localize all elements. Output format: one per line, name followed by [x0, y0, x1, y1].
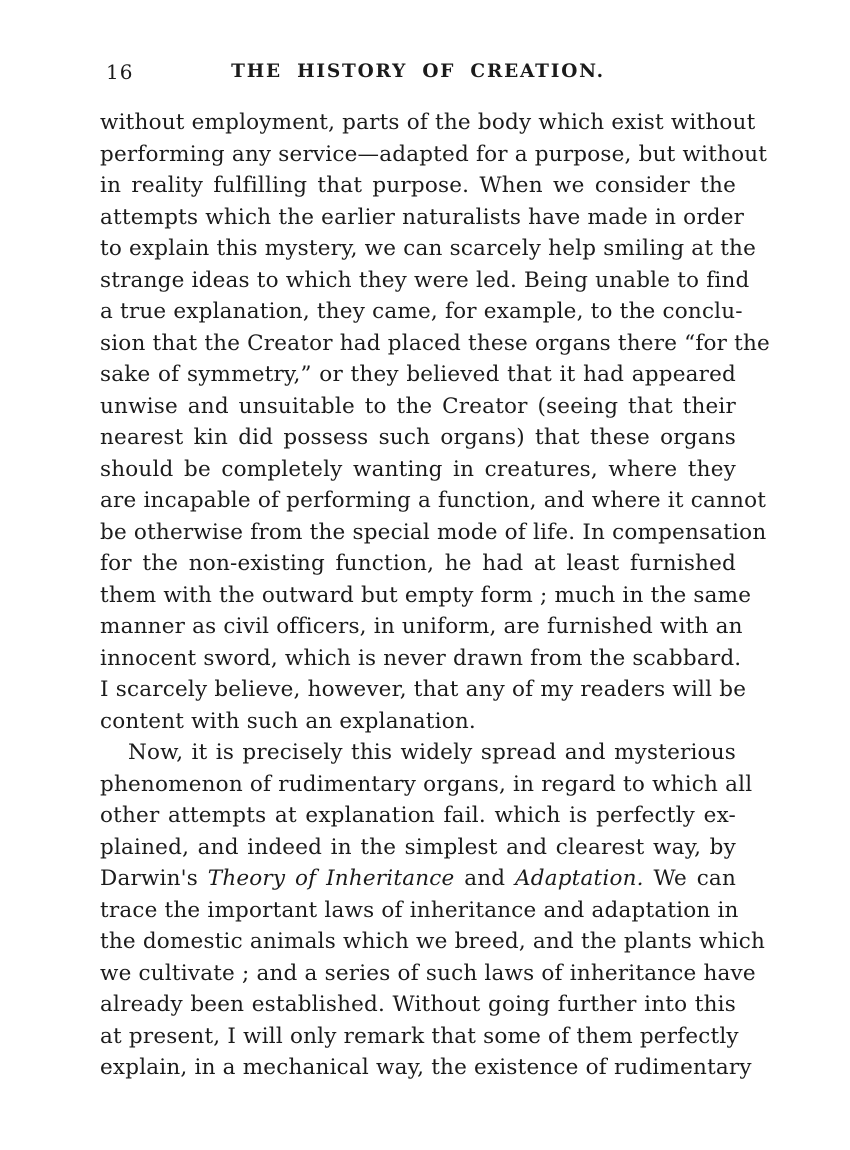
text-segment: already been established. Without going further into this	[100, 992, 736, 1017]
text-line	[100, 391, 736, 423]
text-segment: them with the outward but empty form ; much in the same	[100, 582, 752, 608]
text-line	[100, 107, 756, 139]
text-segment: Darwin's	[100, 866, 208, 891]
text-segment: trace the important laws of inheritance and adaptation in	[100, 897, 739, 923]
text-line	[100, 139, 768, 171]
text-line	[100, 895, 739, 927]
text-segment: at present, I will only remark that some of them perfectly	[100, 1023, 739, 1049]
text-segment: in reality fulfilling that purpose. When we consider the	[100, 173, 736, 198]
text-line	[100, 328, 770, 360]
text-segment: a true explanation, they came, for example, to the conclu-	[100, 299, 743, 324]
text-line	[100, 422, 736, 454]
text-segment: we cultivate ; and a series of such laws of inheritance have	[100, 960, 756, 986]
text-segment: manner as civil officers, in uniform, are furnished with an	[100, 614, 743, 639]
text-line	[100, 1021, 739, 1053]
text-segment: content with such an explanation.	[100, 708, 476, 734]
text-segment: innocent sword, which is never drawn from the scabbard.	[100, 645, 742, 671]
text-line	[100, 296, 743, 328]
text-line	[100, 580, 752, 612]
text-segment: without employment, parts of the body which exist without	[100, 110, 756, 135]
text-segment: We can	[643, 866, 736, 891]
text-segment: other attempts at explanation fail. which is perfectly ex-	[100, 803, 736, 828]
text-segment: should be completely wanting in creatures, where they	[100, 456, 736, 482]
text-segment: explain, in a mechanical way, the existence of rudimentary	[100, 1055, 752, 1080]
text-line	[100, 769, 753, 801]
italic-text: Theory of Inheritance	[207, 866, 455, 891]
text-line	[100, 548, 736, 580]
text-line	[100, 989, 736, 1021]
page-number: 16	[106, 60, 134, 84]
text-segment: I scarcely believe, however, that any of my readers will be	[100, 677, 747, 702]
text-line	[100, 737, 736, 769]
text-line	[100, 863, 736, 895]
text-line	[100, 800, 736, 832]
text-segment: performing any service—adapted for a purpose, but without	[100, 141, 768, 167]
text-line	[100, 611, 743, 643]
text-segment: and	[454, 866, 516, 891]
text-segment: strange ideas to which they were led. Being unable to find	[100, 267, 750, 293]
text-segment: plained, and indeed in the simplest and clearest way, by	[100, 834, 736, 860]
text-segment: the domestic animals which we breed, and the plants which	[100, 929, 766, 954]
text-line	[100, 265, 750, 297]
text-line	[100, 359, 736, 391]
text-segment: unwise and unsuitable to the Creator (seeing that their	[100, 393, 736, 419]
italic-text: Adaptation.	[515, 866, 644, 891]
text-line	[100, 202, 745, 234]
text-line	[100, 706, 736, 738]
text-segment: for the non-existing function, he had at least furnished	[100, 551, 736, 576]
text-segment: sake of symmetry,” or they believed that it had appeared	[100, 362, 736, 387]
page-body	[100, 107, 770, 1084]
text-segment: sion that the Creator had placed these organs there “for the	[100, 330, 770, 356]
text-segment: attempts which the earlier naturalists have made in order	[100, 204, 745, 230]
text-line	[100, 454, 736, 486]
text-line	[100, 643, 742, 675]
text-segment: be otherwise from the special mode of life. In compensation	[100, 519, 767, 545]
text-line	[100, 958, 756, 990]
text-line	[100, 170, 736, 202]
text-line	[100, 233, 757, 265]
text-line	[100, 1052, 752, 1084]
text-segment: are incapable of performing a function, and where it cannot	[100, 488, 767, 513]
text-segment: nearest kin did possess such organs) that these organs	[100, 425, 736, 450]
text-line	[100, 517, 767, 549]
text-line	[100, 674, 747, 706]
running-title: THE HISTORY OF CREATION.	[231, 61, 605, 82]
page-header	[100, 59, 736, 87]
text-segment: phenomenon of rudimentary organs, in regard to which all	[100, 771, 753, 797]
text-line	[100, 926, 766, 958]
text-segment: to explain this mystery, we can scarcely help smiling at the	[100, 236, 757, 261]
text-line	[100, 485, 767, 517]
text-line	[100, 832, 736, 864]
text-segment: Now, it is precisely this widely spread and mysterious	[128, 740, 736, 765]
